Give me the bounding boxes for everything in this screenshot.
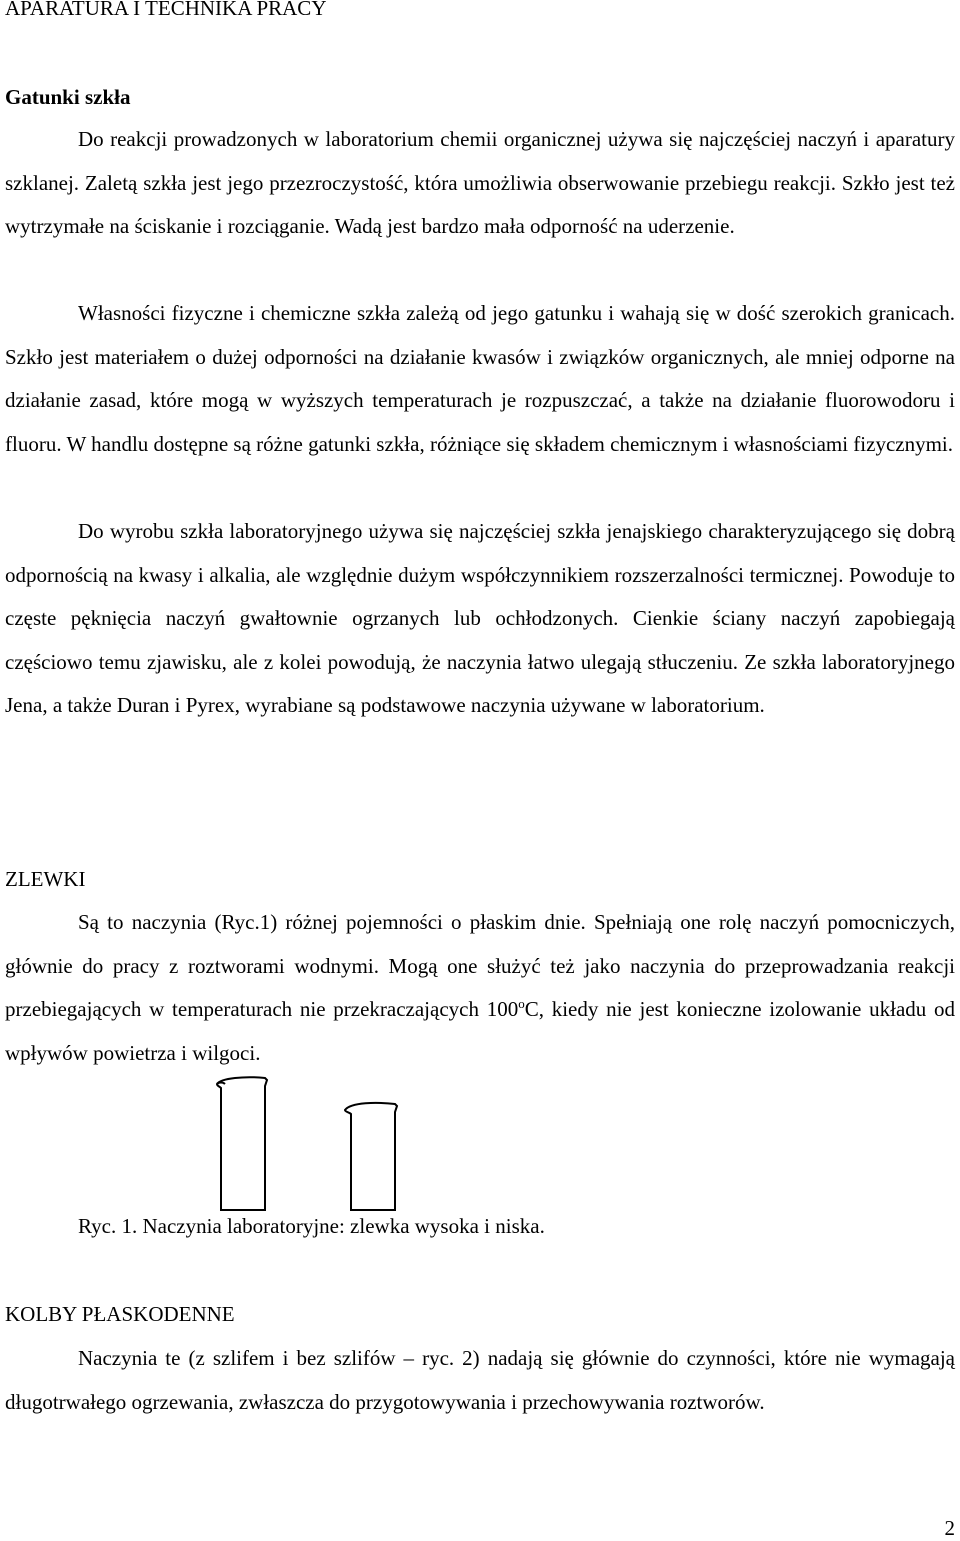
paragraph-beakers-text-end: C, kiedy nie jest konieczne izolowanie układu od wpływów powietrza i wilgoci.	[5, 997, 956, 1065]
tall-beaker-lip	[217, 1083, 225, 1085]
page-number: 2	[944, 1516, 955, 1540]
degree-superscript: o	[518, 996, 525, 1011]
paragraph-glass-intro: Do reakcji prowadzonych w laboratorium chemii organicznej używa się najczęściej naczyń i aparatury szklanej. Zaletą szkła jest jego przezroczystość, która umożliwia obserwowanie przebiegu reakcji. Szkło jest też wytrzymałe na ściskanie i rozciąganie. Wadą jest bardzo mała odporność na uderzenie.	[5, 127, 955, 238]
paragraph-beakers-text: Są to naczynia (Ryc.1) różnej pojemności o płaskim dnie. Spełniają one rolę naczyń pomocniczych, głównie do pracy z roztworami wodnymi. Mogą one służyć też jako naczynia do przeprowadzania reakcji przebiegających w temperaturach nie przekraczających 100	[5, 910, 955, 1021]
paragraph-glass-production: Do wyrobu szkła laboratoryjnego używa się najczęściej szkła jenajskiego charakteryzującego się dobrą odpornością na kwasy i alkalia, ale względnie dużym współczynnikiem rozszerzalności termicznej. Powoduje to częste pęknięcia naczyń gwałtownie ogrzanych lub ochłodzonych. Cienkie ściany naczyń zapobiegają częściowo temu zjawisku, ale z kolei powodują, że naczynia łatwo ulegają stłuczeniu. Ze szkła laboratoryjnego Jena, a także Duran i Pyrex, wyrabiane są podstawowe naczynia używane w laboratorium.	[5, 519, 955, 717]
short-beaker	[345, 1103, 397, 1210]
paragraph-glass-properties: Własności fizyczne i chemiczne szkła zależą od jego gatunku i wahają się w dość szerokich granicach. Szkło jest materiałem o dużej odporności na działanie kwasów i związków organicznych, ale mniej odporne na działanie zasad, które mogą w wyższych temperaturach je rozpuszczać, a także na działanie fluorowodoru i fluoru. W handlu dostępne są różne gatunki szkła, różniące się składem chemicznym i własnościami fizycznymi.	[5, 301, 955, 456]
paragraph-beakers	[5, 901, 955, 1075]
document-header: APARATURA I TECHNIKA PRACY	[5, 0, 327, 20]
beakers-illustration	[205, 1070, 405, 1220]
figure-caption: Ryc. 1. Naczynia laboratoryjne: zlewka wysoka i niska.	[78, 1214, 545, 1238]
paragraph-flasks: Naczynia te (z szlifem i bez szlifów – ryc. 2) nadają się głównie do czynności, które nie wymagają długotrwałego ogrzewania, zwłaszcza do przygotowywania i przechowywania roztworów.	[5, 1346, 955, 1414]
section-title-beakers: ZLEWKI	[5, 867, 86, 891]
section-title-flat-bottom-flasks: KOLBY PŁASKODENNE	[5, 1302, 235, 1326]
section-title-glass-types: Gatunki szkła	[5, 85, 131, 109]
tall-beaker	[217, 1077, 267, 1210]
